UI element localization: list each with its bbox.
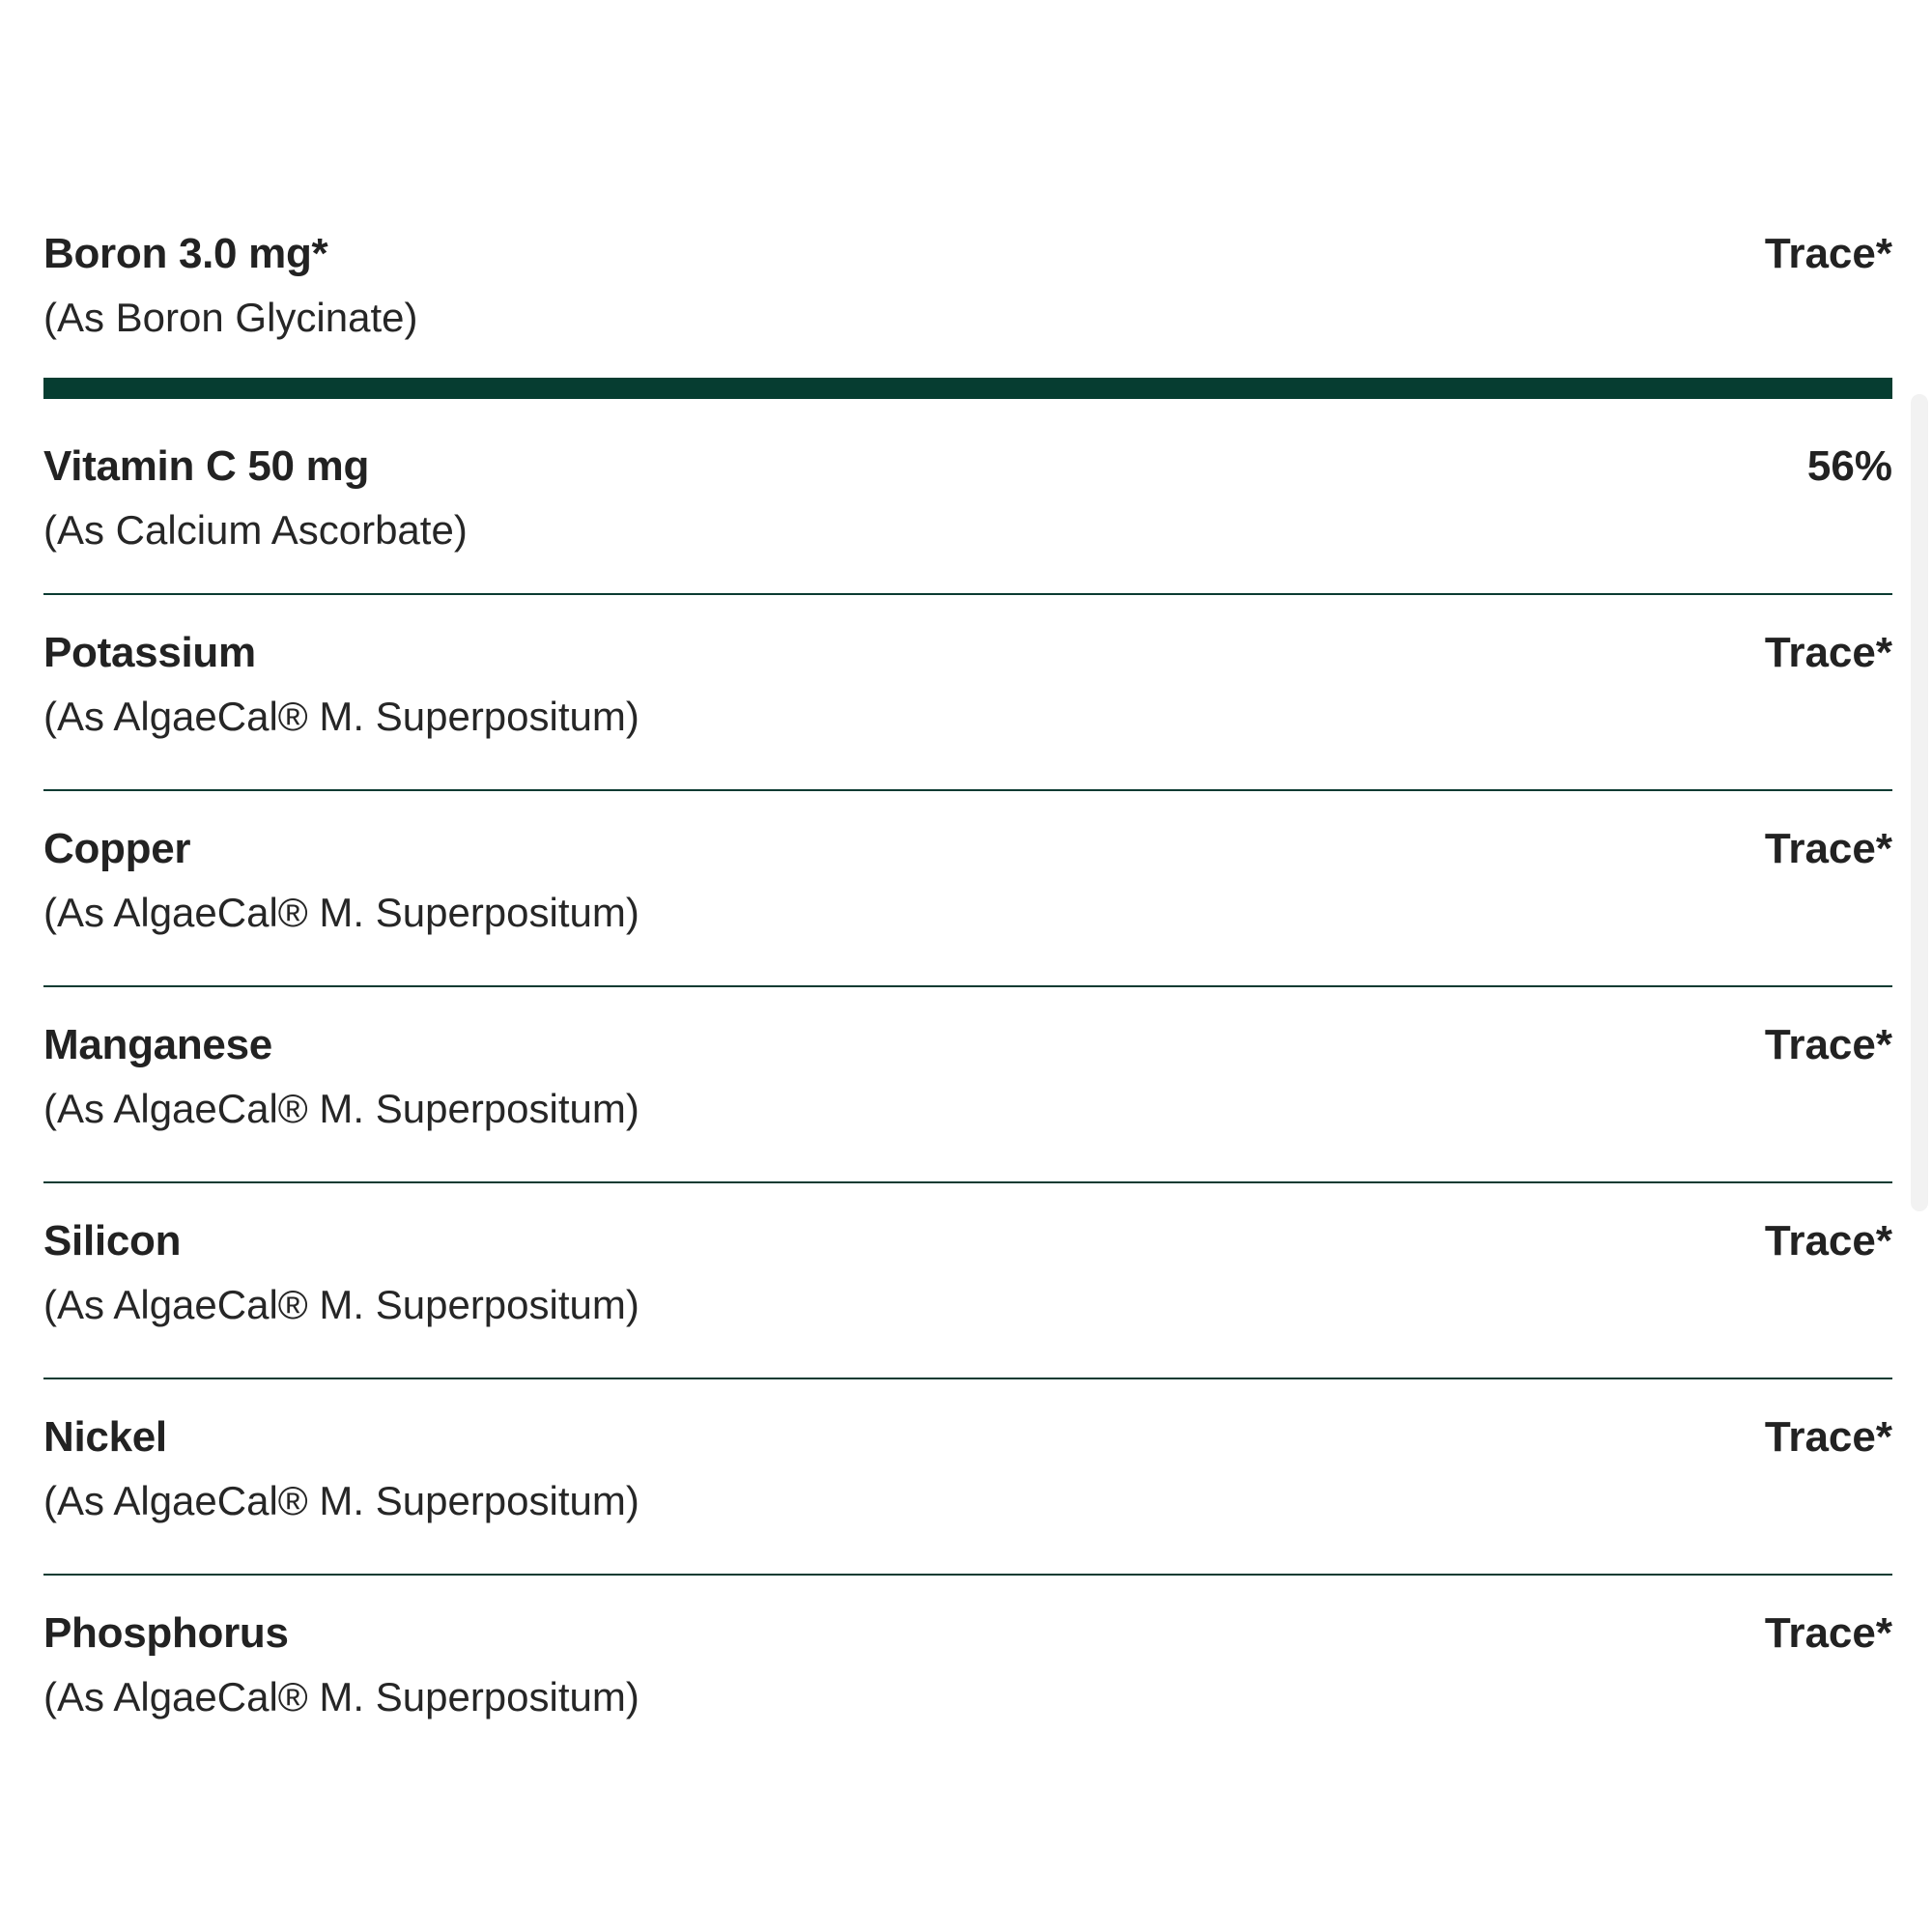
nutrient-name: Potassium: [43, 629, 256, 676]
nutrient-row-vitamin-c: [43, 399, 1892, 595]
nutrient-value: Trace*: [1764, 1021, 1892, 1068]
scrollbar[interactable]: [1911, 394, 1928, 1211]
nutrient-name: Silicon: [43, 1217, 182, 1264]
nutrient-row-phosphorus: [43, 1576, 1892, 1772]
section-divider: [43, 378, 1892, 399]
nutrient-name: Manganese: [43, 1021, 272, 1068]
nutrient-name: Phosphorus: [43, 1609, 289, 1657]
nutrient-row-content: [43, 820, 1892, 942]
nutrient-name: Nickel: [43, 1413, 167, 1461]
nutrient-row-silicon: [43, 1183, 1892, 1379]
nutrient-value: Trace*: [1764, 1413, 1892, 1461]
nutrient-row-potassium: [43, 595, 1892, 791]
nutrient-name: Boron 3.0 mg*: [43, 230, 328, 277]
nutrient-value: Trace*: [1764, 629, 1892, 676]
supplement-facts-table: [43, 208, 1892, 1772]
nutrient-value: 56%: [1806, 442, 1892, 490]
nutrient-source: (As AlgaeCal® M. Superpositum): [43, 694, 639, 739]
nutrient-row-content: [43, 1605, 1892, 1726]
nutrient-row-content: [43, 225, 1892, 347]
nutrient-name: Copper: [43, 825, 191, 872]
nutrient-row-content: [43, 438, 1892, 559]
nutrient-row-content: [43, 624, 1892, 746]
nutrient-source: (As Boron Glycinate): [43, 295, 418, 340]
nutrient-source: (As AlgaeCal® M. Superpositum): [43, 1282, 639, 1327]
nutrient-row-content: [43, 1212, 1892, 1334]
nutrient-value: Trace*: [1764, 230, 1892, 277]
nutrient-row-manganese: [43, 987, 1892, 1183]
nutrient-source: (As AlgaeCal® M. Superpositum): [43, 1086, 639, 1131]
nutrient-value: Trace*: [1764, 1217, 1892, 1264]
nutrient-row-nickel: [43, 1379, 1892, 1576]
nutrient-value: Trace*: [1764, 1609, 1892, 1657]
nutrient-row-copper: [43, 791, 1892, 987]
nutrient-row-content: [43, 1016, 1892, 1138]
nutrient-row-content: [43, 1408, 1892, 1530]
nutrient-source: (As Calcium Ascorbate): [43, 507, 468, 553]
nutrient-value: Trace*: [1764, 825, 1892, 872]
nutrient-name: Vitamin C 50 mg: [43, 442, 370, 490]
nutrient-source: (As AlgaeCal® M. Superpositum): [43, 1674, 639, 1719]
nutrient-source: (As AlgaeCal® M. Superpositum): [43, 1478, 639, 1523]
nutrient-source: (As AlgaeCal® M. Superpositum): [43, 890, 639, 935]
nutrient-row-boron: [43, 208, 1892, 378]
